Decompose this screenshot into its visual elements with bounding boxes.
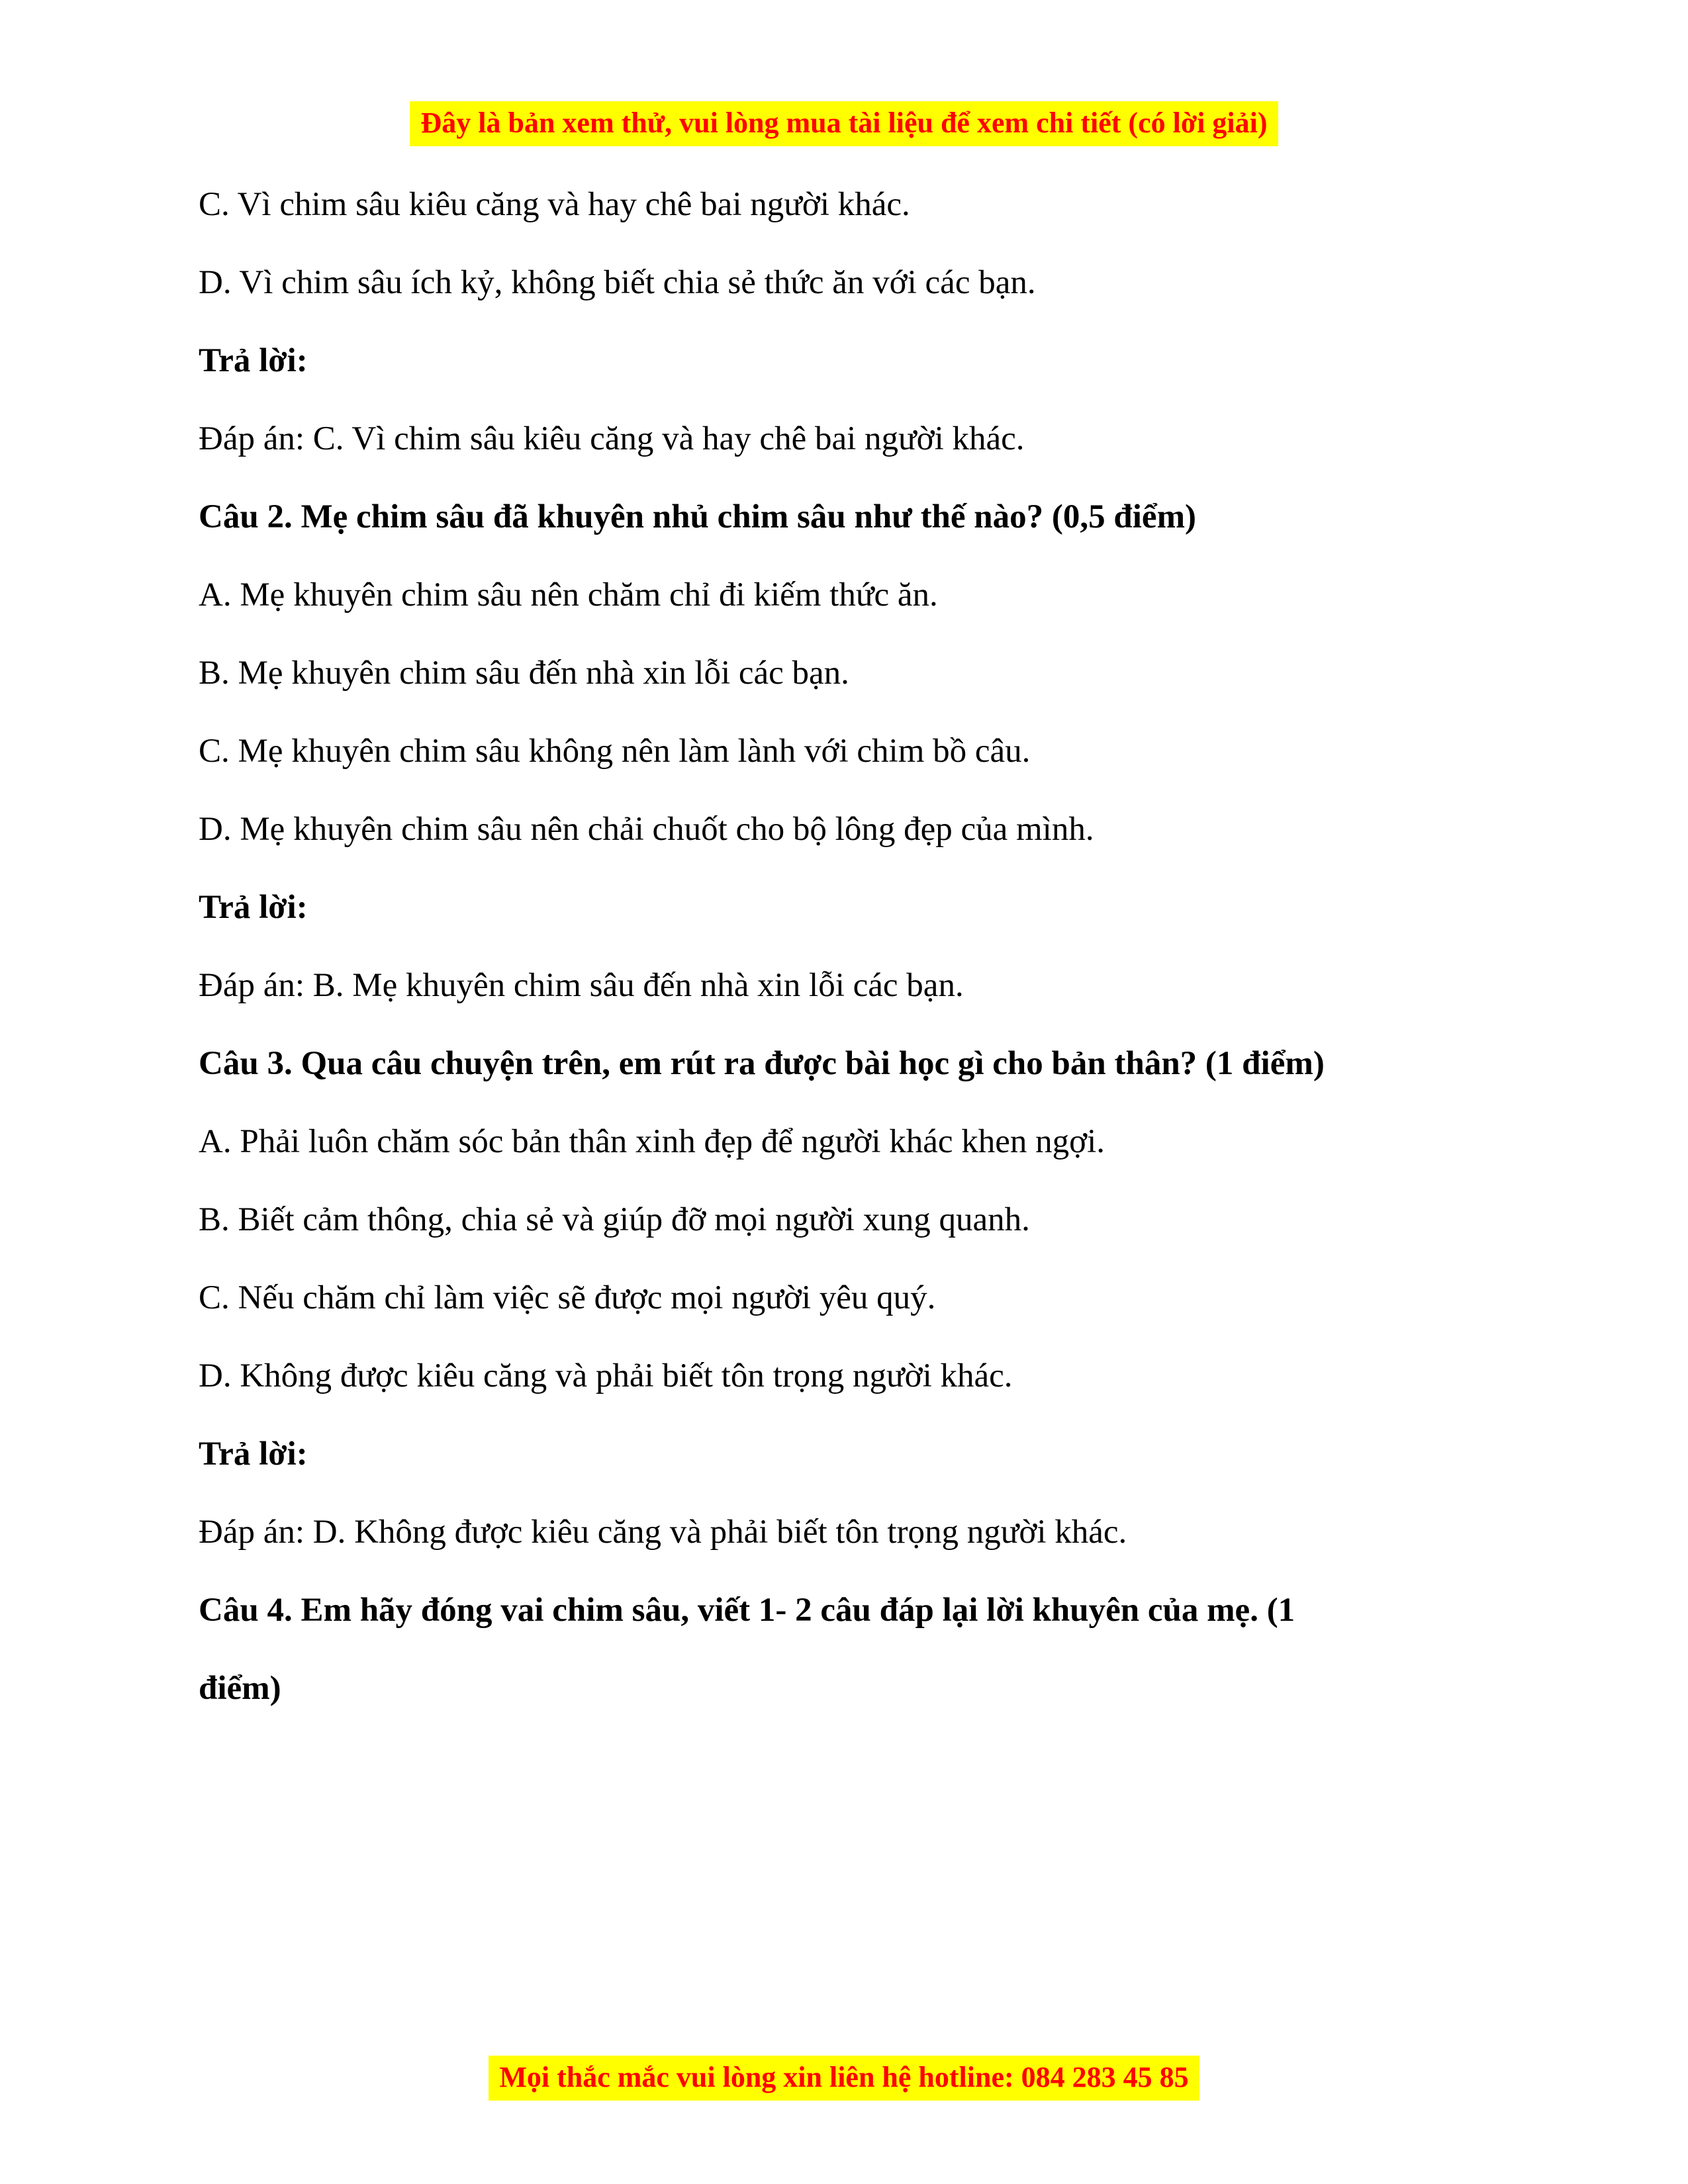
- preview-notice-banner: [0, 101, 1688, 146]
- q3-option-c: C. Nếu chăm chỉ làm việc sẽ được mọi người yêu quý.: [199, 1279, 936, 1316]
- q2-option-b: B. Mẹ khuyên chim sâu đến nhà xin lỗi các bạn.: [199, 655, 849, 692]
- q1-option-c: C. Vì chim sâu kiêu căng và hay chê bai người khác.: [199, 186, 910, 223]
- q1-answer: Đáp án: C. Vì chim sâu kiêu căng và hay chê bai người khác.: [199, 420, 1025, 457]
- question-3-heading: Câu 3. Qua câu chuyện trên, em rút ra được bài học gì cho bản thân? (1 điểm): [199, 1045, 1325, 1082]
- question-4-heading-line2: điểm): [199, 1670, 281, 1707]
- question-4-heading-line1: Câu 4. Em hãy đóng vai chim sâu, viết 1- 2 câu đáp lại lời khuyên của mẹ. (1: [199, 1592, 1295, 1629]
- q2-answer-label: Trả lời:: [199, 889, 308, 926]
- q2-answer: Đáp án: B. Mẹ khuyên chim sâu đến nhà xin lỗi các bạn.: [199, 967, 964, 1004]
- preview-notice-text: Đây là bản xem thử, vui lòng mua tài liệu để xem chi tiết (có lời giải): [410, 101, 1278, 146]
- q2-option-a: A. Mẹ khuyên chim sâu nên chăm chỉ đi kiếm thức ăn.: [199, 576, 938, 614]
- q3-option-d: D. Không được kiêu căng và phải biết tôn trọng người khác.: [199, 1357, 1013, 1394]
- q3-answer-label: Trả lời:: [199, 1435, 308, 1473]
- document-body: [199, 165, 1516, 1727]
- q1-answer-label: Trả lời:: [199, 342, 308, 379]
- q1-option-d: D. Vì chim sâu ích kỷ, không biết chia sẻ thức ăn với các bạn.: [199, 264, 1036, 301]
- hotline-notice-banner: [0, 2056, 1688, 2101]
- q3-option-a: A. Phải luôn chăm sóc bản thân xinh đẹp để người khác khen ngợi.: [199, 1123, 1105, 1160]
- q3-answer: Đáp án: D. Không được kiêu căng và phải biết tôn trọng người khác.: [199, 1514, 1127, 1551]
- question-2-heading: Câu 2. Mẹ chim sâu đã khuyên nhủ chim sâu như thế nào? (0,5 điểm): [199, 498, 1197, 535]
- q2-option-d: D. Mẹ khuyên chim sâu nên chải chuốt cho bộ lông đẹp của mình.: [199, 811, 1094, 848]
- q2-option-c: C. Mẹ khuyên chim sâu không nên làm lành với chim bồ câu.: [199, 733, 1031, 770]
- q3-option-b: B. Biết cảm thông, chia sẻ và giúp đỡ mọi người xung quanh.: [199, 1201, 1030, 1238]
- hotline-notice-text: Mọi thắc mắc vui lòng xin liên hệ hotline: 084 283 45 85: [489, 2056, 1199, 2101]
